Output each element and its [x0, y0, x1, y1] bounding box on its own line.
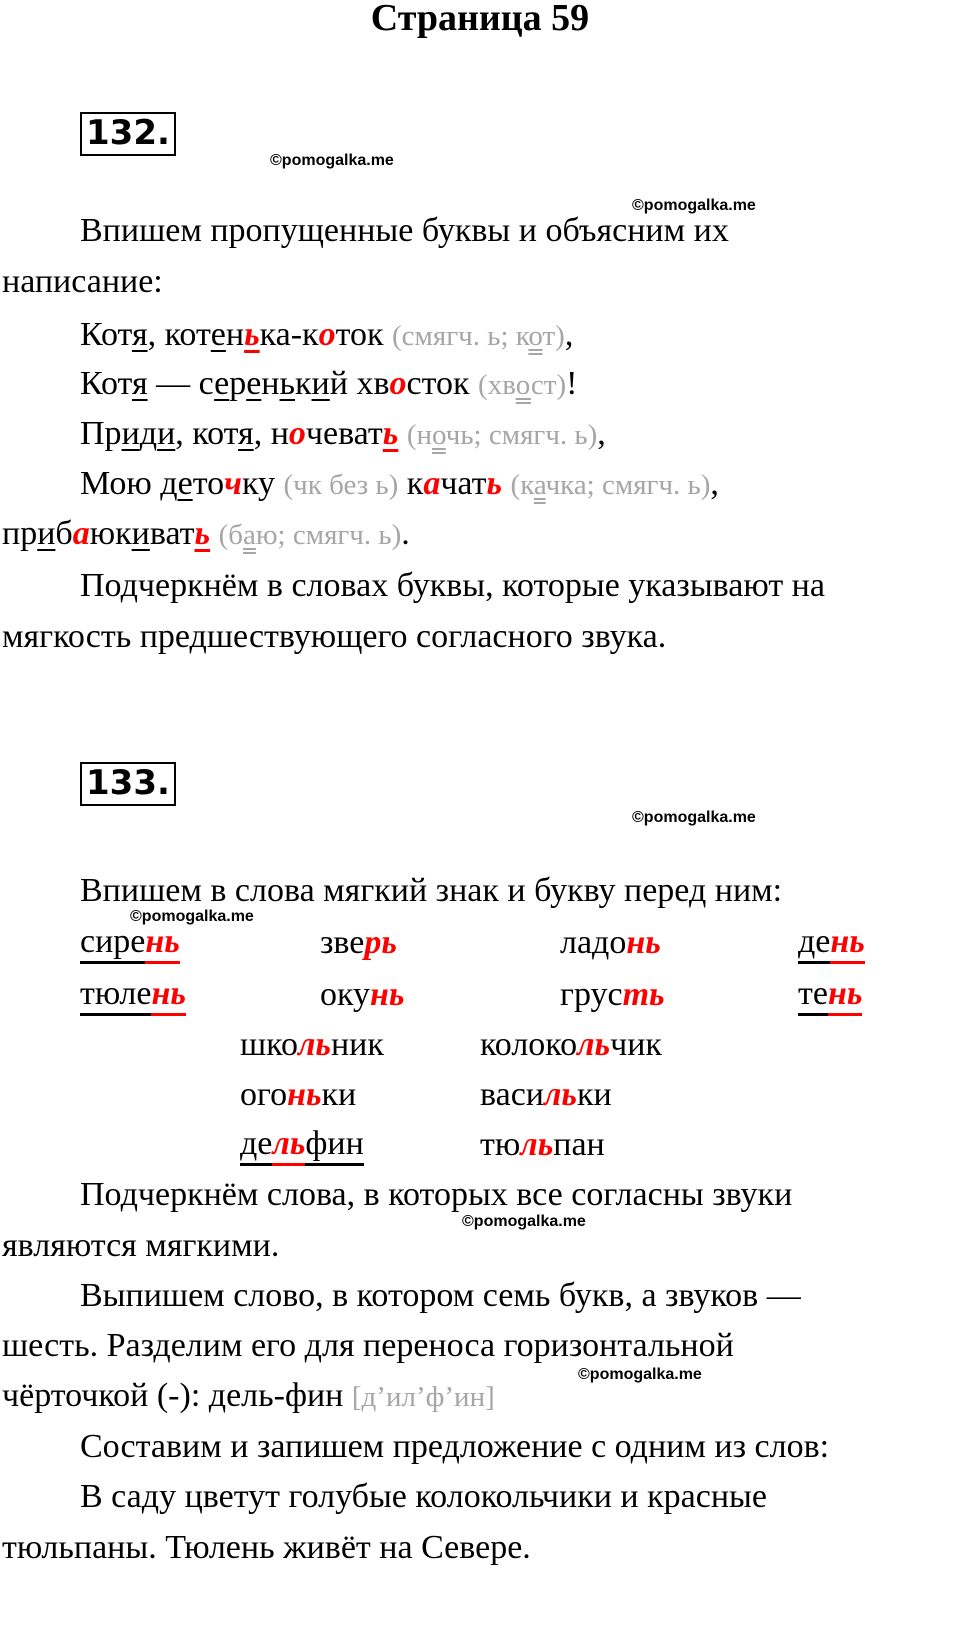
- text-segment: б: [55, 515, 73, 552]
- text-segment: (б: [218, 519, 243, 551]
- text-segment: чь; смягч. ь): [445, 419, 598, 451]
- poem-line-1: [80, 315, 573, 356]
- watermark: ©pomogalka.me: [578, 1366, 702, 1383]
- text-segment: н: [261, 365, 280, 402]
- inserted-letters: ль: [297, 1026, 331, 1063]
- poem-line-2: [80, 364, 577, 405]
- text-segment: [502, 465, 511, 502]
- ex133-underline-task-line1: Подчеркнём слова, в которых все согласны звуки: [80, 1176, 793, 1213]
- text-segment: ю; смягч. ь): [255, 519, 402, 551]
- ex133-sentence-task: Составим и запишем предложение с одним из слов:: [80, 1428, 830, 1465]
- word-item: [798, 975, 862, 1016]
- text-segment: н: [225, 316, 245, 353]
- poem-line-4: [80, 464, 719, 505]
- word-stem: те: [798, 975, 828, 1012]
- text-segment: ь: [382, 415, 399, 452]
- text-segment: а: [533, 469, 546, 501]
- ex133-intro: Впишем в слова мягкий знак и букву перед ним:: [80, 872, 783, 909]
- text-segment: юк: [89, 515, 132, 552]
- text-segment: ь: [194, 515, 211, 552]
- word-stem: оку: [320, 976, 371, 1013]
- word-item: [80, 975, 186, 1016]
- word-stem: колоко: [480, 1026, 578, 1063]
- text-segment: [398, 415, 407, 452]
- text-segment: Кот: [80, 365, 132, 402]
- poem-line-5: [2, 514, 410, 555]
- text-segment: сток: [406, 365, 479, 402]
- text-segment: т): [542, 320, 565, 352]
- ex132-conclusion-line2: мягкость предшествующего согласного звука.: [2, 618, 667, 655]
- word-item: [80, 923, 180, 964]
- watermark: ©pomogalka.me: [130, 908, 254, 925]
- ex133-seven-letters-line1: Выпишем слово, в котором семь букв, а звуков —: [80, 1277, 801, 1314]
- text-segment: чка; смягч. ь): [545, 469, 711, 501]
- text-segment: я: [131, 316, 148, 353]
- inserted-letters: нь: [145, 923, 180, 960]
- text-segment: ч: [224, 465, 242, 502]
- text-segment: и: [157, 415, 176, 452]
- inserted-letters: ль: [520, 1126, 554, 1163]
- word-item: [480, 1075, 612, 1115]
- text-segment: ь: [244, 316, 260, 353]
- text-segment: и: [37, 515, 56, 552]
- word-stem: шко: [240, 1026, 298, 1063]
- word-item: [320, 923, 397, 963]
- text-segment: е: [177, 465, 193, 502]
- inserted-letters: ль: [543, 1076, 577, 1113]
- text-segment: ст): [530, 369, 567, 401]
- text-segment: о: [288, 415, 306, 452]
- ex133-underline-task-line2: являются мягкими.: [2, 1227, 280, 1264]
- word-stem: зве: [320, 924, 365, 961]
- text-segment: Кот: [80, 316, 132, 353]
- text-segment: е: [214, 365, 230, 402]
- word-item: [320, 975, 404, 1015]
- ex132-intro-line2: написание:: [2, 263, 163, 300]
- text-segment: Пр: [80, 415, 122, 452]
- text-segment: ,: [597, 415, 606, 452]
- word-item: [240, 1025, 384, 1065]
- inserted-letters: нь: [151, 975, 186, 1012]
- text-segment: к: [398, 465, 424, 502]
- text-segment: , н: [253, 415, 289, 452]
- text-segment: то: [192, 465, 225, 502]
- exercise-number-132: 132.: [80, 112, 176, 156]
- text-segment: , кот: [175, 415, 239, 452]
- text-segment: и: [311, 365, 330, 402]
- ex133-seven-letters-line3: [2, 1376, 495, 1417]
- watermark: ©pomogalka.me: [270, 152, 394, 169]
- text-segment: (чк без ь): [283, 469, 399, 501]
- watermark: ©pomogalka.me: [462, 1213, 586, 1230]
- word-stem: де: [240, 1125, 273, 1162]
- word-tail: фин: [305, 1125, 364, 1162]
- inserted-letters: нь: [370, 976, 405, 1013]
- text-segment: й хв: [329, 365, 390, 402]
- word-tail: ник: [330, 1026, 384, 1063]
- text-segment: о: [515, 369, 531, 401]
- text-segment: е: [246, 365, 262, 402]
- inserted-letters: нь: [830, 923, 865, 960]
- word-stem: де: [798, 923, 831, 960]
- text-segment: к: [295, 365, 312, 402]
- ex132-conclusion-line1: Подчеркнём в словах буквы, которые указывают на: [80, 567, 825, 604]
- page-title: Страница 59: [370, 0, 590, 39]
- text-segment: пр: [2, 515, 38, 552]
- text-segment: чат: [440, 465, 487, 502]
- text-segment: д: [139, 415, 158, 452]
- text-segment: ,: [564, 316, 574, 353]
- text-segment: (н: [406, 419, 432, 451]
- text-segment: о: [432, 419, 446, 451]
- text-segment: а: [72, 515, 90, 552]
- word-stem: грус: [560, 976, 623, 1013]
- watermark: ©pomogalka.me: [632, 197, 756, 214]
- text-segment: .: [401, 515, 410, 552]
- word-item: [240, 1125, 364, 1166]
- text-segment: ь: [279, 365, 296, 402]
- text-segment: , кот: [147, 316, 211, 353]
- text-segment: !: [566, 365, 578, 402]
- text-segment: — с: [147, 365, 215, 402]
- text-segment: (хв: [478, 369, 516, 401]
- word-stem: сире: [80, 923, 146, 960]
- word-item: [560, 975, 665, 1015]
- watermark: ©pomogalka.me: [632, 809, 756, 826]
- exercise-number-133: 133.: [80, 762, 176, 806]
- text-segment: (к: [510, 469, 534, 501]
- text-segment: (смягч. ь; к: [392, 320, 529, 352]
- ex133-sentence-line2: тюльпаны. Тюлень живёт на Севере.: [2, 1529, 531, 1566]
- text-segment: р: [229, 365, 247, 402]
- poem-line-3: [80, 414, 606, 455]
- text-segment: а: [423, 465, 441, 502]
- word-item: [798, 923, 865, 964]
- text-segment: Мою д: [80, 465, 178, 502]
- text-segment: о: [318, 316, 336, 353]
- inserted-letters: ль: [272, 1125, 306, 1162]
- word-tail: ки: [321, 1076, 357, 1113]
- word-item: [560, 923, 661, 963]
- word-item: [480, 1025, 662, 1065]
- word-tail: чик: [610, 1026, 662, 1063]
- text-segment: [210, 515, 219, 552]
- inserted-letters: нь: [626, 924, 661, 961]
- text-segment: ь: [486, 465, 503, 502]
- text-segment: е: [210, 316, 226, 353]
- word-item: [480, 1125, 605, 1165]
- text-segment: о: [528, 320, 543, 352]
- inserted-letters: ть: [622, 976, 665, 1013]
- text-segment: о: [389, 365, 407, 402]
- word-stem: тю: [480, 1126, 521, 1163]
- text-segment: чеват: [305, 415, 383, 452]
- inserted-letters: ль: [577, 1026, 611, 1063]
- text-segment: ку: [241, 465, 284, 502]
- text-segment: ка-к: [259, 316, 319, 353]
- word-stem: ладо: [560, 924, 627, 961]
- hyphenation-text: чёрточкой (-): дель-фин: [2, 1377, 352, 1414]
- word-item: [240, 1075, 356, 1115]
- word-stem: васи: [480, 1076, 544, 1113]
- text-segment: ток: [335, 316, 393, 353]
- text-segment: и: [131, 515, 150, 552]
- ex132-intro-line1: Впишем пропущенные буквы и объясним их: [80, 212, 729, 249]
- text-segment: и: [121, 415, 140, 452]
- text-segment: ,: [710, 465, 719, 502]
- ex133-seven-letters-line2: шесть. Разделим его для переноса горизонтальной: [2, 1327, 734, 1364]
- text-segment: ват: [149, 515, 195, 552]
- text-segment: я: [131, 365, 148, 402]
- text-segment: а: [243, 519, 256, 551]
- word-stem: тюле: [80, 975, 152, 1012]
- ex133-sentence-line1: В саду цветут голубые колокольчики и красные: [80, 1478, 767, 1515]
- inserted-letters: рь: [364, 924, 397, 961]
- inserted-letters: нь: [827, 975, 863, 1012]
- word-tail: пан: [553, 1126, 605, 1163]
- inserted-letters: нь: [287, 1076, 322, 1113]
- text-segment: я: [238, 415, 254, 452]
- transcription: [д’ил’ф’ин]: [351, 1381, 495, 1413]
- word-stem: ого: [240, 1076, 288, 1113]
- word-tail: ки: [576, 1076, 612, 1113]
